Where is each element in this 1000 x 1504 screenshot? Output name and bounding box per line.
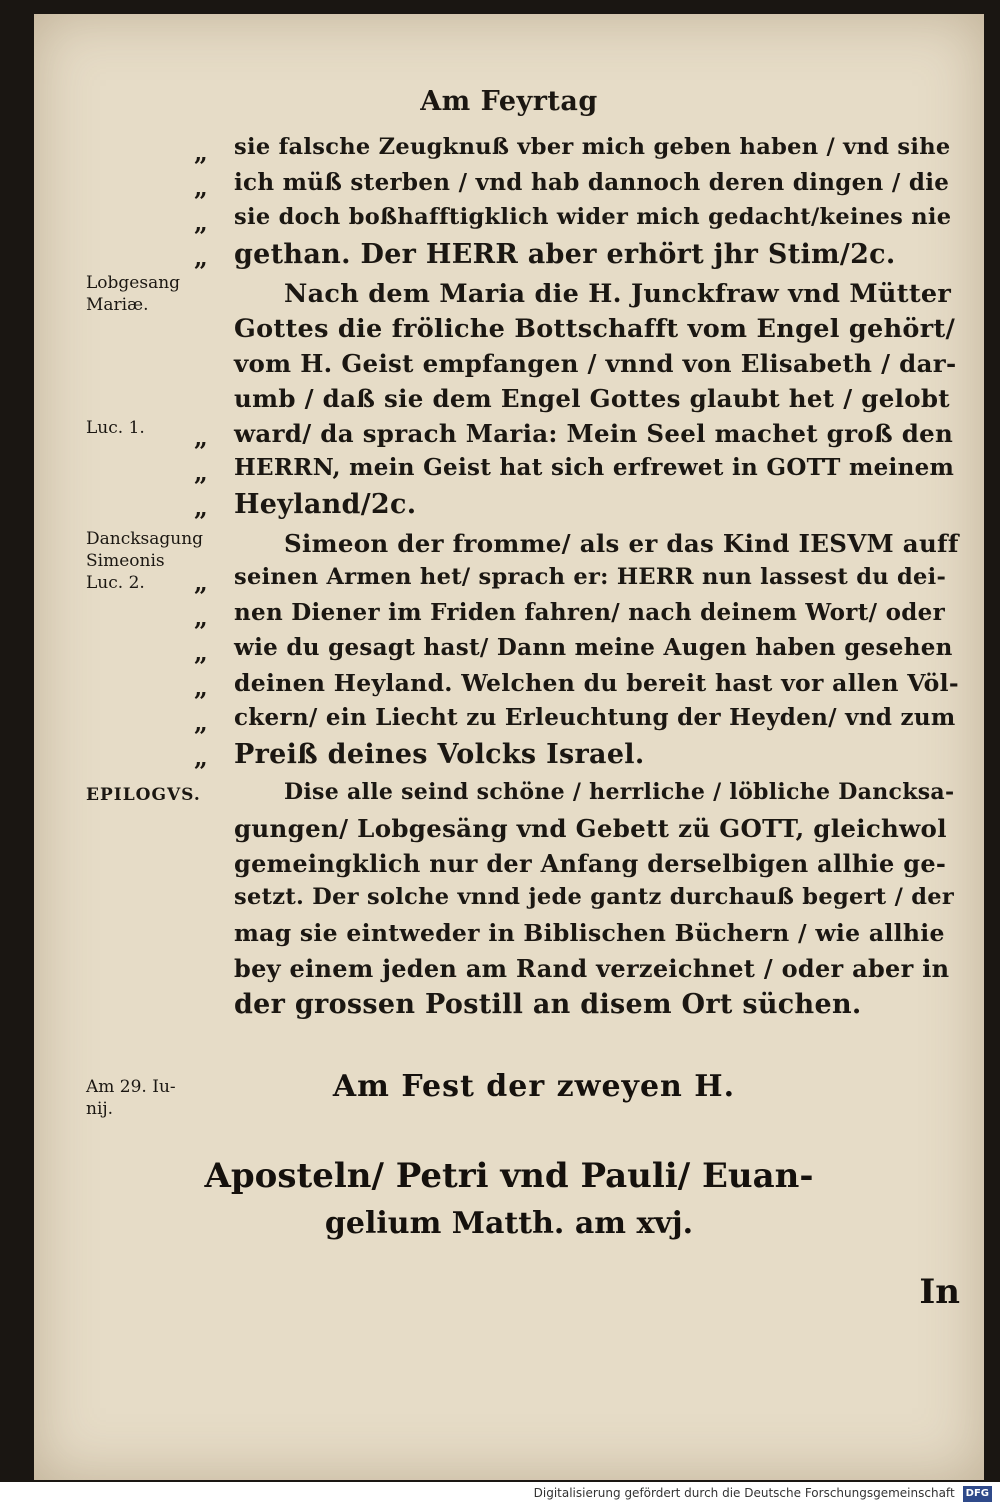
footer-bar [0,1482,1000,1504]
section-subtitle-1: Aposteln/ Petri vnd Pauli/ Euan- [204,1156,814,1196]
text-line: der grossen Postill an disem Ort süchen. [234,989,862,1020]
margin-note-epilogus: EPILOGVS. [86,785,201,805]
text-line: ckern/ ein Liecht zu Erleuchtung der Heyden/ vnd zum [234,704,956,731]
text-line: gethan. Der HERR aber erhört jhr Stim/2c. [234,239,896,270]
margin-note-lobgesang: Lobgesang Mariæ. [86,273,181,315]
quote-mark: „ [194,708,208,737]
text-line: ich müß sterben / vnd hab dannoch deren dingen / die [234,169,950,196]
quote-mark: „ [194,743,208,772]
book-page [34,14,984,1480]
section-subtitle-2: gelium Matth. am xvj. [324,1206,694,1241]
text-line: Heyland/2c. [234,489,417,520]
margin-note-luc1: Luc. 1. [86,418,145,438]
margin-note-dancksagung: Dancksagung Simeonis Luc. 2. [86,529,204,593]
dfg-logo-icon: DFG [963,1486,992,1502]
quote-mark: „ [194,603,208,632]
quote-mark: „ [194,138,208,167]
text-line: bey einem jeden am Rand verzeichnet / oder aber in [234,954,950,983]
text-line: mag sie eintweder in Biblischen Büchern / wie allhie [234,919,945,947]
text-line: sie doch boßhafftigklich wider mich gedacht/keines nie [234,204,952,230]
text-line: Nach dem Maria die H. Junckfraw vnd Mütter [284,279,952,309]
text-line: sie falsche Zeugknuß vber mich geben haben / vnd sihe [234,134,951,160]
text-line: gemeingklich nur der Anfang derselbigen allhie ge- [234,849,947,878]
footer-credit: Digitalisierung gefördert durch die Deutsche Forschungsgemeinschaft [533,1486,955,1500]
text-line: wie du gesagt hast/ Dann meine Augen haben gesehen [234,634,953,661]
section-title: Am Fest der zweyen H. [332,1069,736,1104]
quote-mark: „ [194,638,208,667]
margin-note-date: Am 29. Iu- nij. [86,1077,176,1119]
text-line: Simeon der fromme/ als er das Kind IESVM auff [284,529,959,558]
quote-mark: „ [194,458,208,487]
quote-mark: „ [194,423,208,452]
quote-mark: „ [194,673,208,702]
catchword: In [919,1272,960,1312]
text-line: HERRN, mein Geist hat sich erfrewet in GOTT meinem [234,454,955,481]
text-line: seinen Armen het/ sprach er: HERR nun lassest du dei- [234,564,947,590]
text-line: setzt. Der solche vnnd jede gantz durchauß begert / der [234,884,955,910]
text-line: Dise alle seind schöne / herrliche / löbliche Dancksa- [284,779,955,805]
text-line: Gottes die fröliche Bottschafft vom Engel gehört/ [234,314,956,344]
quote-mark: „ [194,243,208,272]
text-line: vom H. Geist empfangen / vnnd von Elisabeth / dar- [234,349,957,378]
running-header: Am Feyrtag [420,86,598,117]
text-line: gungen/ Lobgesäng vnd Gebett zü GOTT, gleichwol [234,814,947,843]
text-line: nen Diener im Friden fahren/ nach deinem Wort/ oder [234,599,946,626]
quote-mark: „ [194,568,208,597]
text-line: umb / daß sie dem Engel Gottes glaubt het / gelobt [234,384,950,413]
quote-mark: „ [194,493,208,522]
quote-mark: „ [194,208,208,237]
text-line: Preiß deines Volcks Israel. [234,739,645,770]
quote-mark: „ [194,173,208,202]
text-line: deinen Heyland. Welchen du bereit hast vor allen Völ- [234,669,959,697]
text-line: ward/ da sprach Maria: Mein Seel machet groß den [234,419,954,448]
